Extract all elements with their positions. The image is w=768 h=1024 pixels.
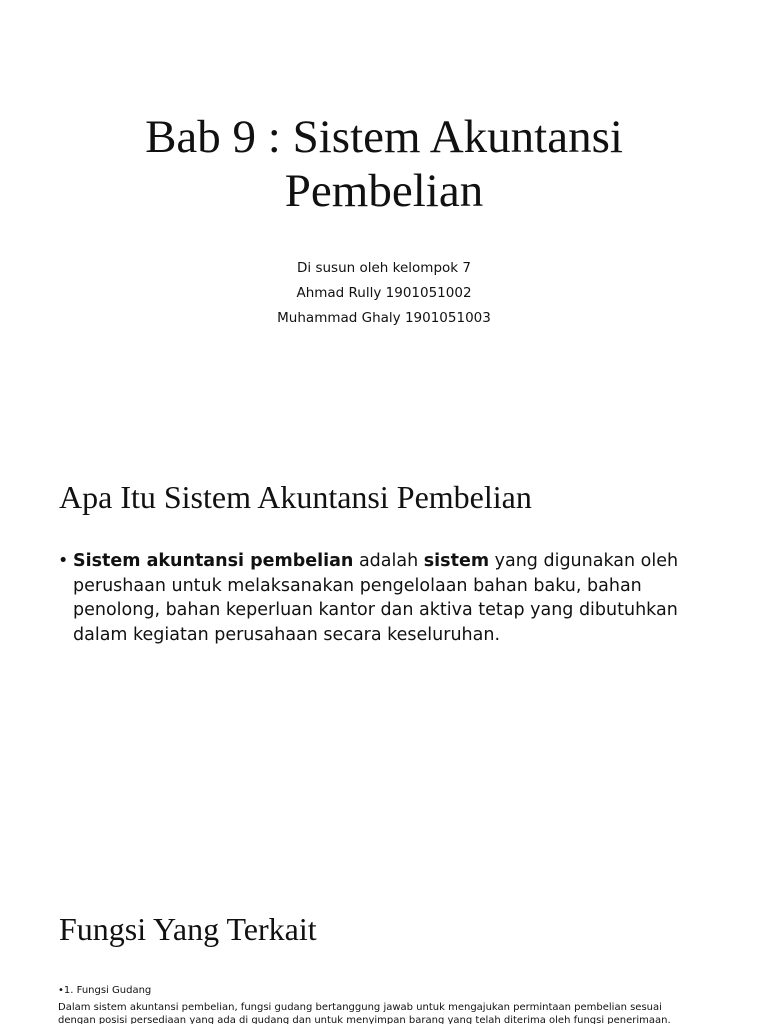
bullet-icon: • xyxy=(58,551,69,571)
slide-heading: Fungsi Yang Terkait xyxy=(59,911,317,947)
slide-definition xyxy=(0,432,768,864)
bold-term: Sistem akuntansi pembelian xyxy=(73,551,354,571)
slide-heading: Apa Itu Sistem Akuntansi Pembelian xyxy=(59,479,532,515)
title-line-2: Pembelian xyxy=(284,165,484,217)
title-line-1: Bab 9 : Sistem Akuntansi xyxy=(145,111,623,163)
slide-subtitle xyxy=(0,256,768,331)
subtitle-line: Di susun oleh kelompok 7 xyxy=(297,260,471,276)
bullet-text xyxy=(73,549,718,647)
slide-title xyxy=(0,0,768,432)
bullet-list xyxy=(58,549,718,647)
slide-title-heading xyxy=(0,110,768,218)
bold-term: sistem xyxy=(423,551,490,571)
function-item: •1. Fungsi Gudang xyxy=(58,985,152,996)
function-description: Dalam sistem akuntansi pembelian, fungsi gudang bertanggung jawab untuk mengajukan permintaan pembelian sesuai dengan posisi persediaan yang ada di gudang dan untuk menyimpan barang yang telah diterima oleh fungsi penerimaan. xyxy=(58,1002,671,1024)
bullet-item xyxy=(58,549,718,647)
body-text: adalah xyxy=(353,551,424,571)
slide-functions xyxy=(0,864,768,1024)
body-text: yang digunakan oleh perushaan untuk melaksanakan pengelolaan bahan baku, bahan penolong, bahan keperluan kantor dan aktiva tetap yang dibutuhkan dalam kegiatan perusahaan secara keseluruhan. xyxy=(73,551,679,645)
subtitle-line: Muhammad Ghaly 1901051003 xyxy=(277,310,491,326)
subtitle-line: Ahmad Rully 1901051002 xyxy=(296,285,472,301)
